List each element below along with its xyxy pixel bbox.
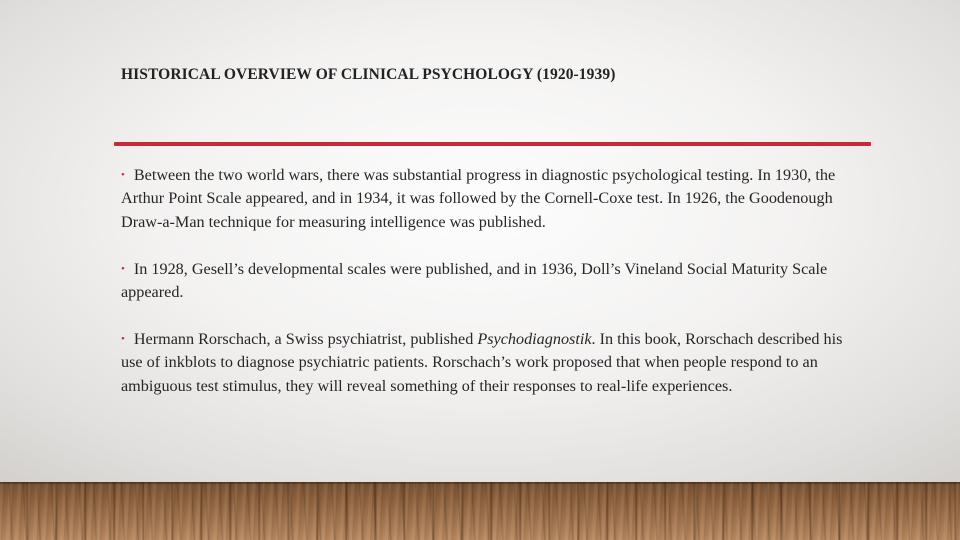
wood-floor-decoration: [0, 482, 960, 540]
bullet-text-3-before: Hermann Rorschach, a Swiss psychiatrist, published: [133, 330, 478, 349]
bullet-item-1: [121, 164, 866, 234]
bullet-icon: •: [121, 333, 125, 346]
floor-shadow: [0, 482, 960, 485]
title-divider: [114, 142, 871, 146]
bullet-icon: •: [121, 262, 125, 275]
bullet-item-2: [121, 258, 866, 305]
bullet-text-3-after: . In this book, Rorschach described his use of inkblots to diagnose psychiatric patients. Rorschach’s work proposed that when people respond to an ambiguous test stimulus, they will reveal something of their responses to real-life experiences.: [121, 330, 843, 395]
bullet-icon: •: [121, 169, 125, 181]
bullet-text-1: Between the two world wars, there was substantial progress in diagnostic psychological testing. In 1930, the Arthur Point Scale appeared, and in 1934, it was followed by the Cornell-Coxe test. In 1926, the Goodenough Draw-a-Man technique for measuring intelligence was published.: [121, 166, 836, 231]
wood-grain: [0, 482, 960, 540]
bullet-text-2: In 1928, Gesell’s developmental scales were published, and in 1936, Doll’s Vineland Social Maturity Scale appeared.: [121, 259, 828, 302]
book-title: Psychodiagnostik: [477, 330, 592, 349]
bullet-list: [121, 164, 866, 422]
bullet-item-3: [121, 328, 866, 398]
slide-title: HISTORICAL OVERVIEW OF CLINICAL PSYCHOLOGY (1920-1939): [121, 66, 616, 83]
